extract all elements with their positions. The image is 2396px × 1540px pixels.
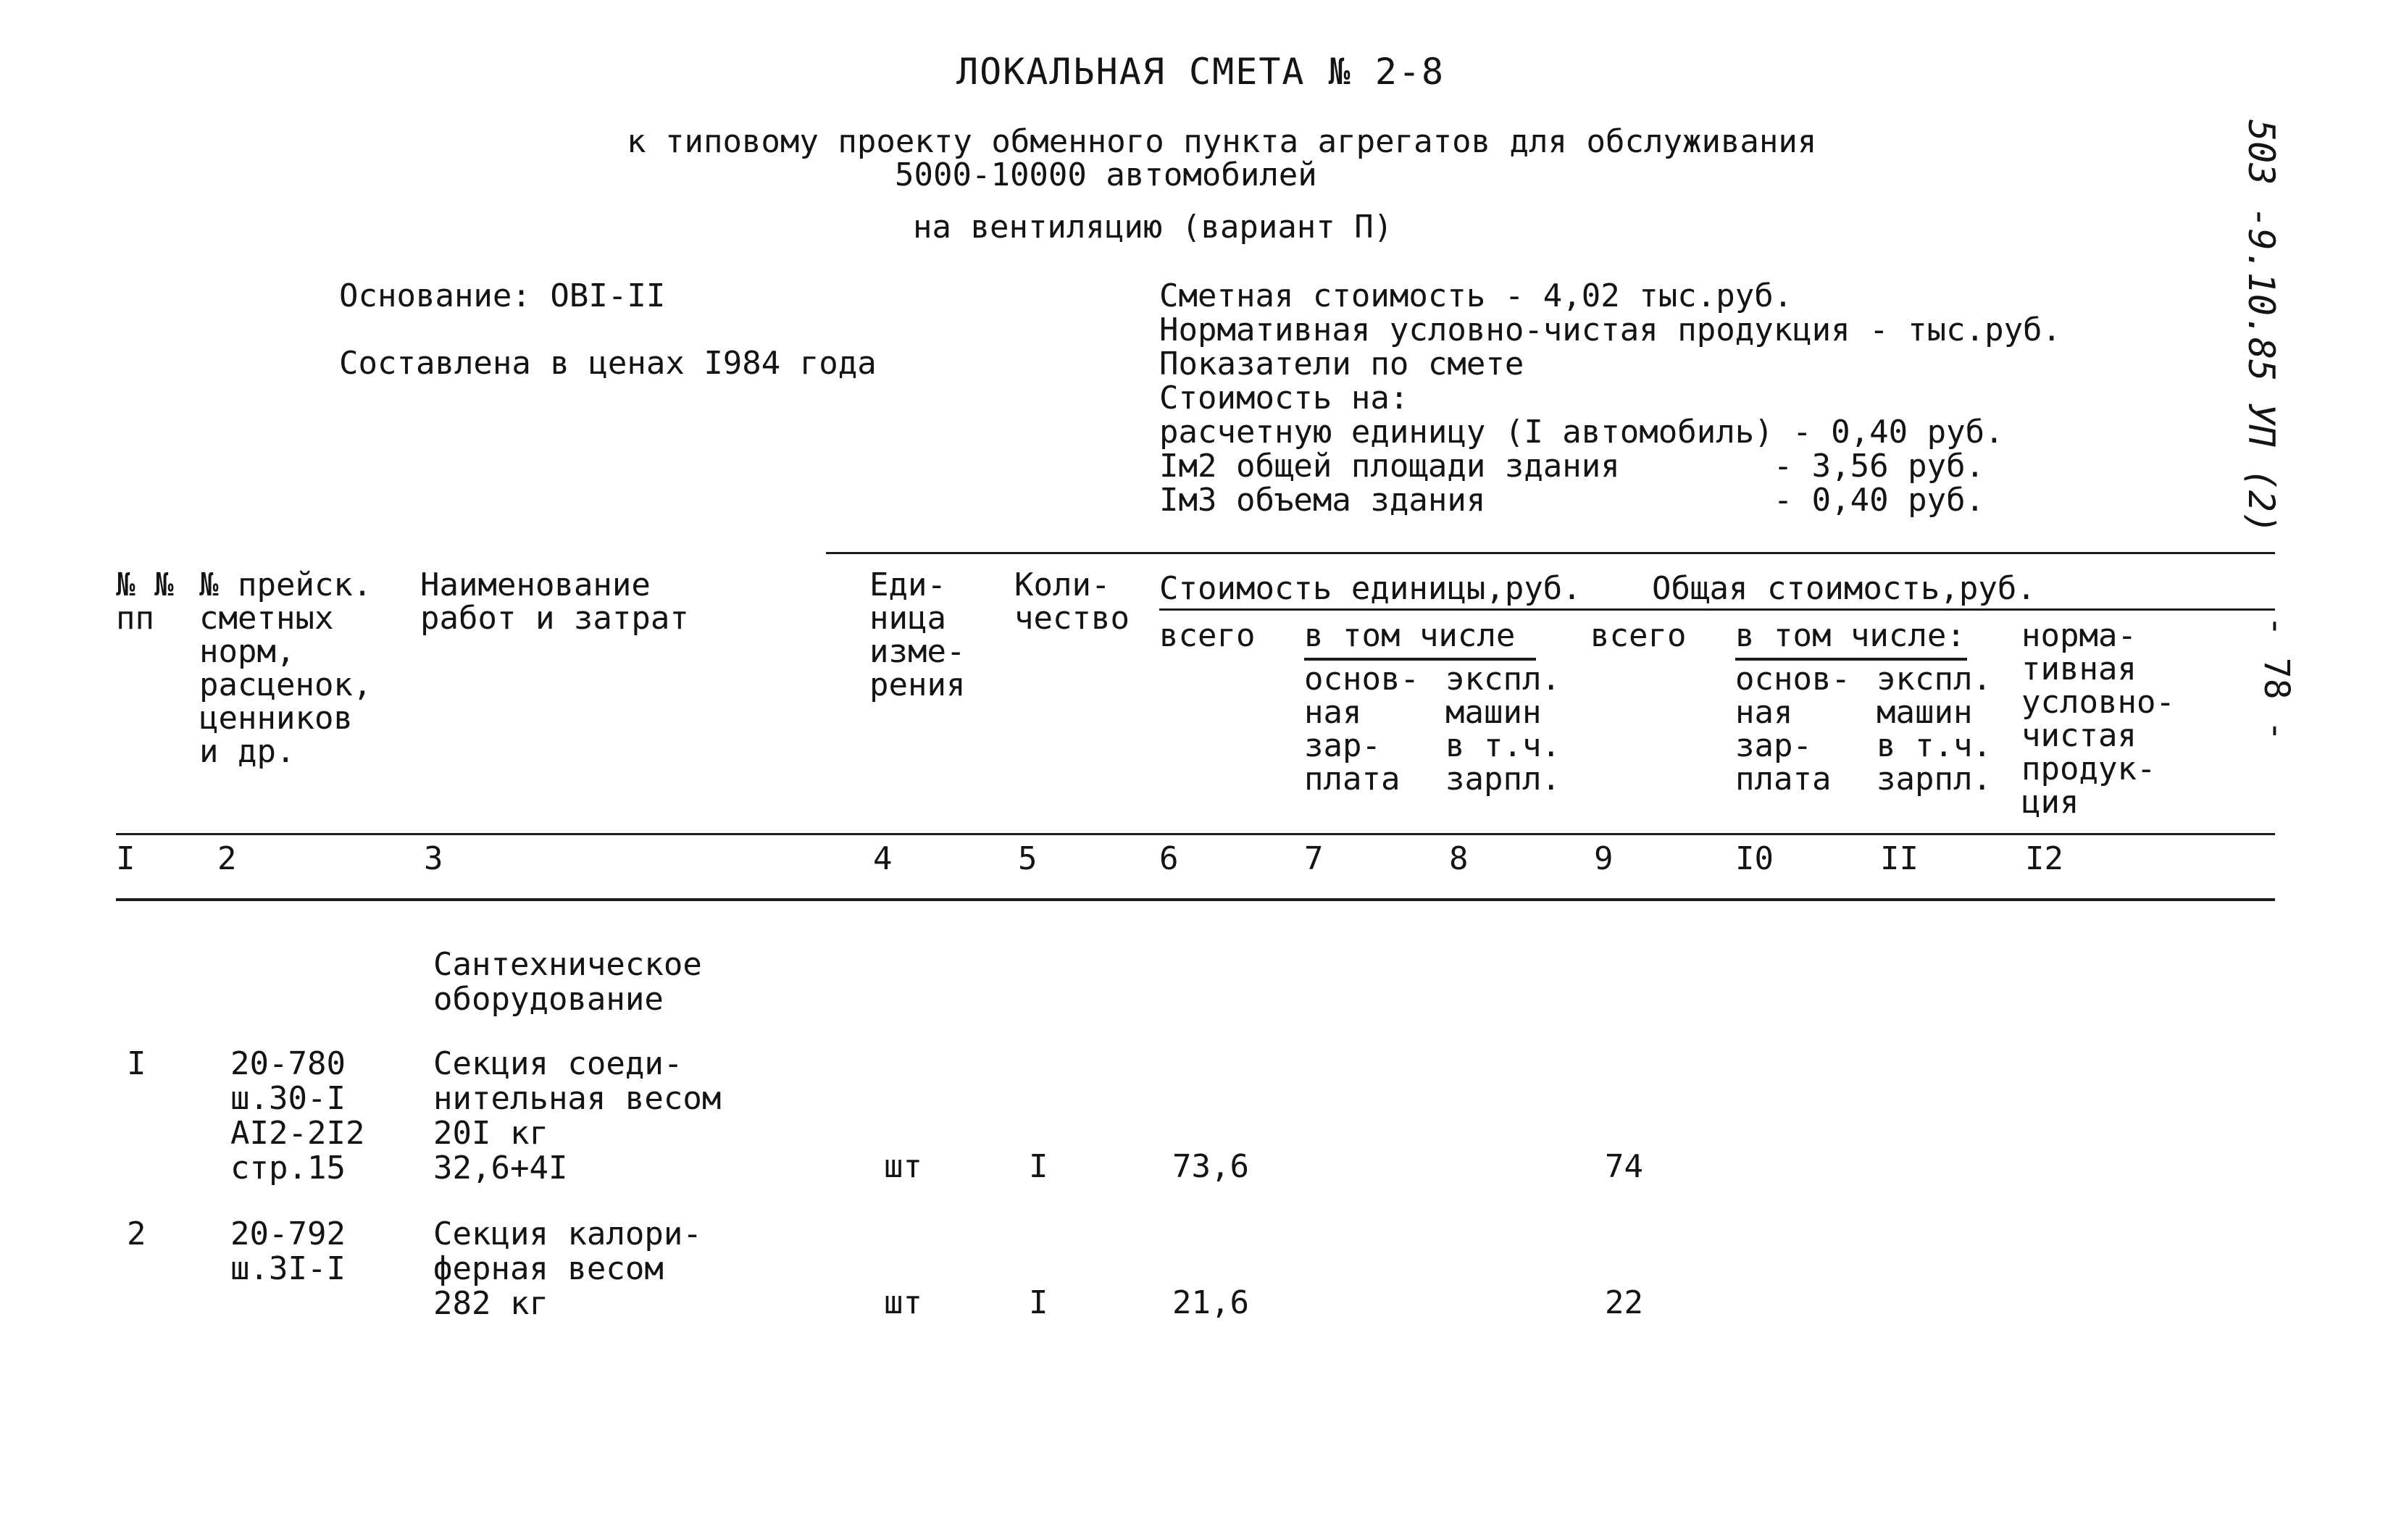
unit-cost-header: Стоимость единицы,руб.	[1159, 570, 1582, 607]
subtitle-line-1: к типовому проекту обменного пункта агрегатов для обслуживания	[627, 123, 1817, 160]
col11-header: экспл. машин в т.ч. зарпл.	[1877, 661, 1992, 798]
estimate-cost: Сметная стоимость - 4,02 тыс.руб.	[1159, 277, 1793, 314]
col4-header: Еди- ница изме- рения	[869, 566, 966, 703]
col-num-8: 8	[1449, 840, 1469, 877]
document-title: ЛОКАЛЬНАЯ СМЕТА № 2-8	[956, 51, 1445, 93]
col3-header: Наименование работ и затрат	[420, 566, 689, 637]
section-title: Сантехническое оборудование	[433, 946, 702, 1018]
row2-unit-total: 21,6	[1172, 1284, 1249, 1321]
header-bottom-line	[116, 833, 2275, 835]
col8-header: экспл. машин в т.ч. зарпл.	[1445, 661, 1561, 798]
row2-qty: I	[1029, 1284, 1048, 1321]
header-cost-line	[1159, 608, 2275, 611]
row1-unit-total: 73,6	[1172, 1148, 1249, 1185]
row1-ref: 20-780 ш.30-I АI2-2I2 стр.15	[230, 1045, 365, 1187]
indicators-heading: Показатели по смете	[1159, 346, 1524, 382]
col1-header: № № пп	[116, 566, 174, 637]
col-num-12: I2	[2025, 840, 2063, 877]
row1-num: I	[127, 1045, 146, 1082]
document-code: 503 -9.10.85 УП (2)	[2240, 120, 2282, 534]
col-num-1: I	[116, 840, 135, 877]
col-num-7: 7	[1304, 840, 1324, 877]
cost-per-unit: расчетную единицу (I автомобиль) - 0,40 руб.	[1159, 414, 2004, 451]
row1-total: 74	[1605, 1148, 1643, 1185]
col5-header: Коли- чество	[1014, 566, 1130, 637]
col-num-2: 2	[217, 840, 237, 877]
cost-per-heading: Стоимость на:	[1159, 380, 1409, 417]
cost-per-m3: Iм3 объема здания - 0,40 руб.	[1159, 482, 1985, 519]
col-num-3: 3	[424, 840, 443, 877]
basis-text: Основание: ОВI-II	[339, 277, 666, 314]
cost-per-m2: Iм2 общей площади здания - 3,56 руб.	[1159, 448, 1985, 485]
col-num-6: 6	[1159, 840, 1179, 877]
total-cost-header: Общая стоимость,руб.	[1652, 570, 2036, 607]
col-num-9: 9	[1594, 840, 1614, 877]
page-number: - 78 -	[2256, 616, 2297, 742]
subtitle-line-3: на вентиляцию (вариант П)	[913, 209, 1393, 246]
row1-name: Секция соеди- нительная весом 20I кг 32,6+4I	[433, 1045, 722, 1187]
including-header-1: в том числе	[1304, 617, 1516, 654]
table-top-line-partial	[826, 552, 2275, 554]
row2-num: 2	[127, 1215, 146, 1252]
col2-header: № прейск. сметных норм, расценок, ценников и др.	[199, 566, 372, 770]
col6-header: всего	[1159, 617, 1256, 654]
row2-total: 22	[1605, 1284, 1643, 1321]
col7-header: основ- ная зар- плата	[1304, 661, 1419, 798]
normative-product: Нормативная условно-чистая продукция - тыс.руб.	[1159, 311, 2062, 348]
row1-unit: шт	[884, 1148, 922, 1185]
subtitle-line-2: 5000-10000 автомобилей	[895, 156, 1317, 193]
row2-name: Секция калори- ферная весом 282 кг	[433, 1215, 702, 1322]
col-num-4: 4	[873, 840, 893, 877]
including-header-2: в том числе:	[1735, 617, 1966, 654]
row2-unit: шт	[884, 1284, 922, 1321]
col-num-5: 5	[1018, 840, 1038, 877]
col-num-11: II	[1880, 840, 1919, 877]
row1-qty: I	[1029, 1148, 1048, 1185]
col10-header: основ- ная зар- плата	[1735, 661, 1850, 798]
prices-text: Составлена в ценах I984 года	[339, 345, 877, 382]
col12-header: норма- тивная условно- чистая продук- ция	[2021, 617, 2175, 821]
row2-ref: 20-792 ш.3I-I	[230, 1215, 346, 1287]
numbers-bottom-line	[116, 898, 2275, 901]
col-num-10: I0	[1735, 840, 1774, 877]
col9-header: всего	[1590, 617, 1687, 654]
